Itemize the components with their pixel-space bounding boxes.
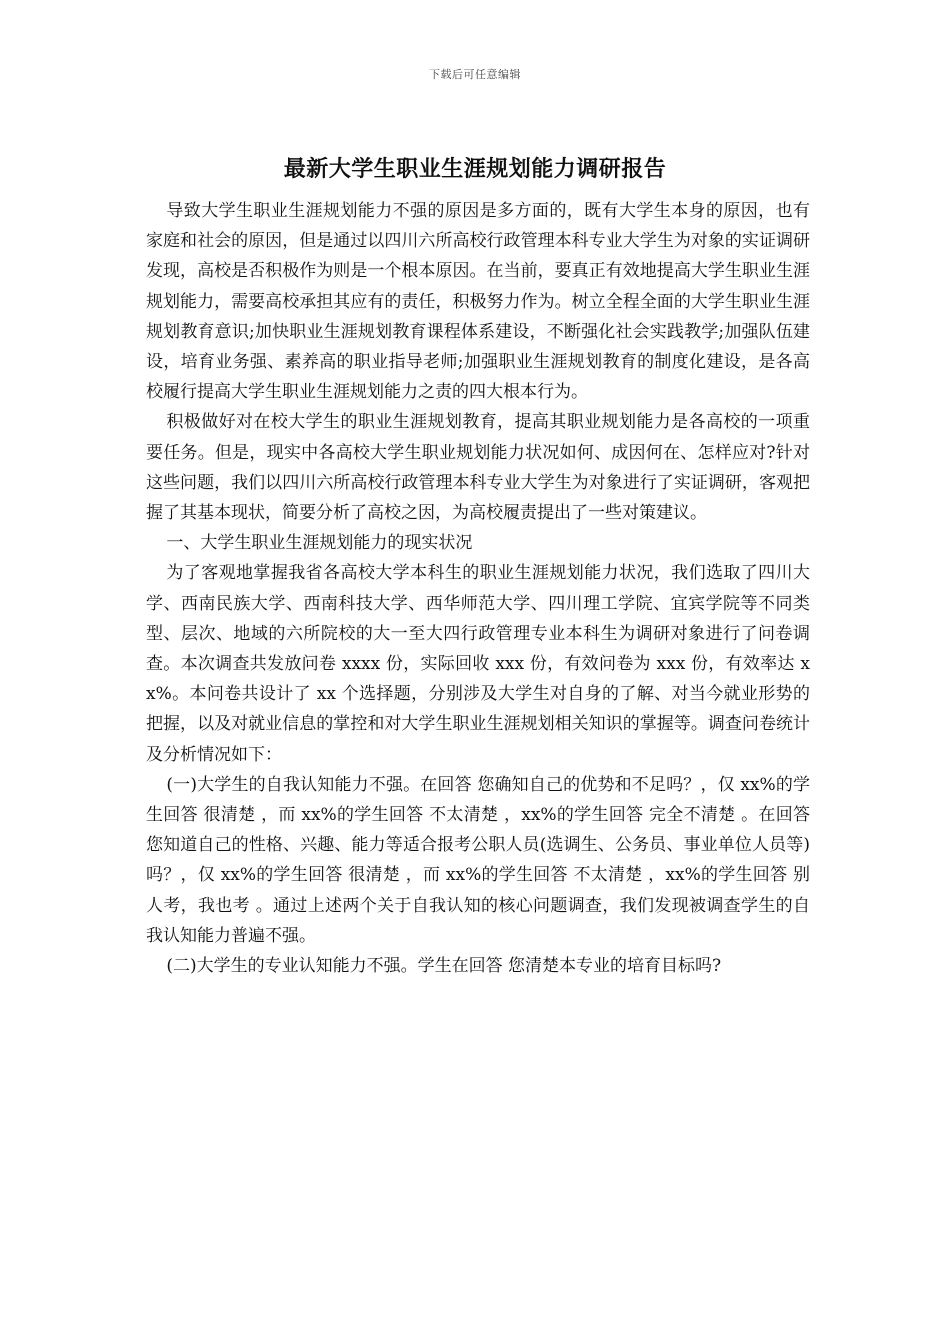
document-title: 最新大学生职业生涯规划能力调研报告 (283, 156, 667, 182)
paragraph-intro-summary: 导致大学生职业生涯规划能力不强的原因是多方面的，既有大学生本身的原因，也有家庭和社会的原因，但是通过以四川六所高校行政管理本科专业大学生为对象的实证调研发现，高校是否积极作为则是一个根本原因。在当前，要真正有效地提高大学生职业生涯规划能力，需要高校承担其应有的责任，积极努力作为。树立全程全面的大学生职业生涯规划教育意识;加快职业生涯规划教育课程体系建设，不断强化社会实践教学;加强队伍建设，培育业务强、素养高的职业指导老师;加强职业生涯规划教育的制度化建设，是各高校履行提高大学生职业生涯规划能力之责的四大根本行为。 (146, 201, 810, 403)
paragraph-survey-method: 为了客观地掌握我省各高校大学本科生的职业生涯规划能力状况，我们选取了四川大学、西南民族大学、西南科技大学、西华师范大学、四川理工学院、宜宾学院等不同类型、层次、地域的六所院校的大一至大四行政管理专业本科生为调研对象进行了问卷调查。本次调查共发放问卷 xxxx 份，实际回收 xxx 份，有效问卷为 xxx 份，有效率达 xx%。本问卷共设计了 xx 个选择题，分别涉及大学生对自身的了解、对当今就业形势的把握，以及对就业信息的掌控和对大学生职业生涯规划相关知识的掌握等。调查问卷统计及分析情况如下： (146, 563, 810, 765)
paragraph-major-awareness: (二)大学生的专业认知能力不强。学生在回答 您清楚本专业的培育目标吗? (166, 956, 722, 977)
section-heading-current-status: 一、大学生职业生涯规划能力的现实状况 (166, 533, 473, 554)
paragraph-research-background: 积极做好对在校大学生的职业生涯规划教育，提高其职业规划能力是各高校的一项重要任务。但是，现实中各高校大学生职业规划能力状况如何、成因何在、怎样应对?针对这些问题，我们以四川六所高校行政管理本科专业大学生为对象进行了实证调研，客观把握了其基本现状，简要分析了高校之因，为高校履责提出了一些对策建议。 (146, 412, 810, 524)
document-body (146, 196, 810, 981)
paragraph-self-awareness: (一)大学生的自我认知能力不强。在回答 您确知自己的优势和不足吗？，仅 xx%的学生回答 很清楚 ，而 xx%的学生回答 不太清楚 ，xx%的学生回答 完全不清楚 。在回答 您知道自己的性格、兴趣、能力等适合报考公职人员(选调生、公务员、事业单位人员等)吗？，仅 xx%的学生回答 很清楚 ，而 xx%的学生回答 不太清楚 ，xx%的学生回答 别人考，我也考 。通过上述两个关于自我认知的核心问题调查，我们发现被调查学生的自我认知能力普遍不强。 (146, 774, 810, 946)
page-header-note: 下载后可任意编辑 (429, 68, 521, 81)
